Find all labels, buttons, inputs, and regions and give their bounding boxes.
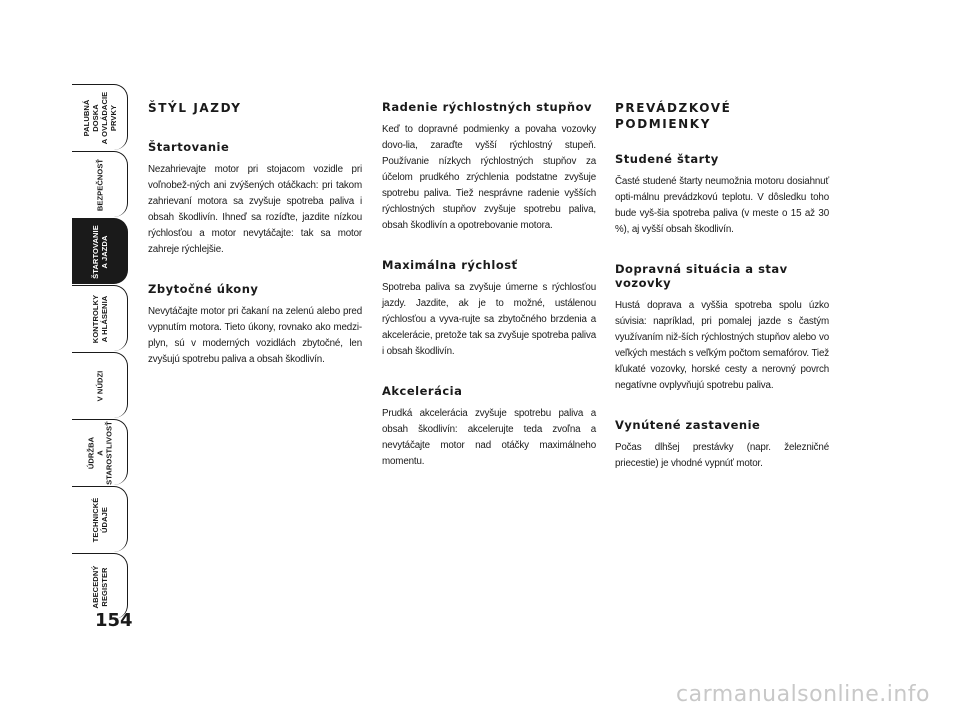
watermark: carmanualsonline.info [676,682,930,707]
tab-label: ABECEDNÝ REGISTER [90,565,109,608]
tab-label: BEZPEČNOSŤ [95,158,104,211]
chapter-tabs [72,84,130,618]
paragraph-max-speed: Spotreba paliva sa zvyšuje úmerne s rýchlosťou jazdy. Jazdite, ak je to možné, ustálenou rýchlosťou a vyva-rujte sa zbytočného brzdenia a akcelerácie, pretože tak sa zvyšuje spotreba paliva i obsah škodlivín. [382,282,596,357]
tab-technical-data[interactable] [72,486,128,552]
paragraph-starting: Nezahrievajte motor pri stojacom vozidle pri voľnobež-ných ani zvýšených otáčkach: pri takom zahrievaní motora sa zvyšuje spotreba paliva i obsah škodlivín. Ihneď sa rozíďte, jazdite nízkou rýchlosťou a motor nevytáčajte: tak sa motor zahreje rýchlejšie. [148,164,362,255]
tab-label: ŠTARTOVANIE A JAZDA [90,224,109,279]
tab-label: KONTROLKY A HLÁSENIA [90,294,109,343]
tab-label: PALUBNÁ DOSKA A OVLÁDACIE PRVKY [81,91,118,144]
page-number: 154 [95,610,133,631]
tab-warning-lights[interactable] [72,285,128,351]
column-gear-shifting [382,100,596,494]
paragraph-gear-shifting: Keď to dopravné podmienky a povaha vozovky dovo-lia, zaraďte vyšší rýchlostný stupeň. Používanie nízkych rýchlostných stupňov za účelom prudkého zrýchlenia podstatne zvyšuje spotrebu paliva. Tiež nesprávne radenie vyšších rýchlostných stupňov zvyšuje spotrebu paliva, obsah škodlivín a opotrebovanie motora. [382,124,596,231]
paragraph-forced-stop: Počas dlhšej prestávky (napr. železničné priecestie) je vhodné vypnúť motor. [615,442,829,469]
tab-safety[interactable] [72,151,128,217]
section-title: ŠTÝL JAZDY [148,101,242,115]
tab-label: ÚDRŽBA A STAROSTLIVOSŤ [86,420,113,485]
tab-emergency[interactable] [72,352,128,418]
subheading-acceleration: Akcelerácia [382,384,463,398]
tab-label: TECHNICKÉ ÚDAJE [90,497,109,542]
subheading-starting: Štartovanie [148,140,230,154]
tab-dashboard[interactable] [72,84,128,150]
tab-maintenance[interactable] [72,419,128,485]
subheading-max-speed: Maximálna rýchlosť [382,258,518,272]
paragraph-cold-starts: Časté studené štarty neumožnia motoru dosiahnuť opti-málnu prevádzkovú teplotu. V dôsledku toho bude vyš-šia spotreba paliva (v meste o 15 až 30 %), aj vyšší obsah škodlivín. [615,176,829,235]
paragraph-acceleration: Prudká akcelerácia zvyšuje spotrebu paliva a obsah škodlivín: akcelerujte teda zvoľna a nevytáčajte motor nad otáčky maximálneho momentu. [382,408,596,467]
subheading-forced-stop: Vynútené zastavenie [615,418,761,432]
paragraph-needless-actions: Nevytáčajte motor pri čakaní na zelenú alebo pred vypnutím motora. Tieto úkony, rovnako ako medzi-plyn, sú v moderných vozidlách zbytočné, len zvyšujú spotrebu paliva a obsah škodlivín. [148,306,362,365]
tab-starting-driving[interactable] [72,218,128,284]
subheading-gear-shifting: Radenie rýchlostných stupňov [382,100,592,114]
tab-label: V NÚDZI [95,370,104,401]
subheading-traffic-road: Dopravná situácia a stav vozovky [615,262,788,290]
column-driving-style [148,100,362,392]
column-operating-conditions [615,100,829,496]
subheading-cold-starts: Studené štarty [615,152,719,166]
paragraph-traffic-road: Hustá doprava a vyššia spotreba spolu úzko súvisia: napríklad, pri pomalej jazde s častým využívaním niž-ších rýchlostných stupňov alebo vo veľkých mestách s veľkým počtom semafórov. Tiež kľukaté vozovky, horské cesty a nerovný povrch negatívne ovplyvňujú spotrebu paliva. [615,300,829,391]
section-title: PREVÁDZKOVÉ PODMIENKY [615,101,732,131]
subheading-needless-actions: Zbytočné úkony [148,282,259,296]
